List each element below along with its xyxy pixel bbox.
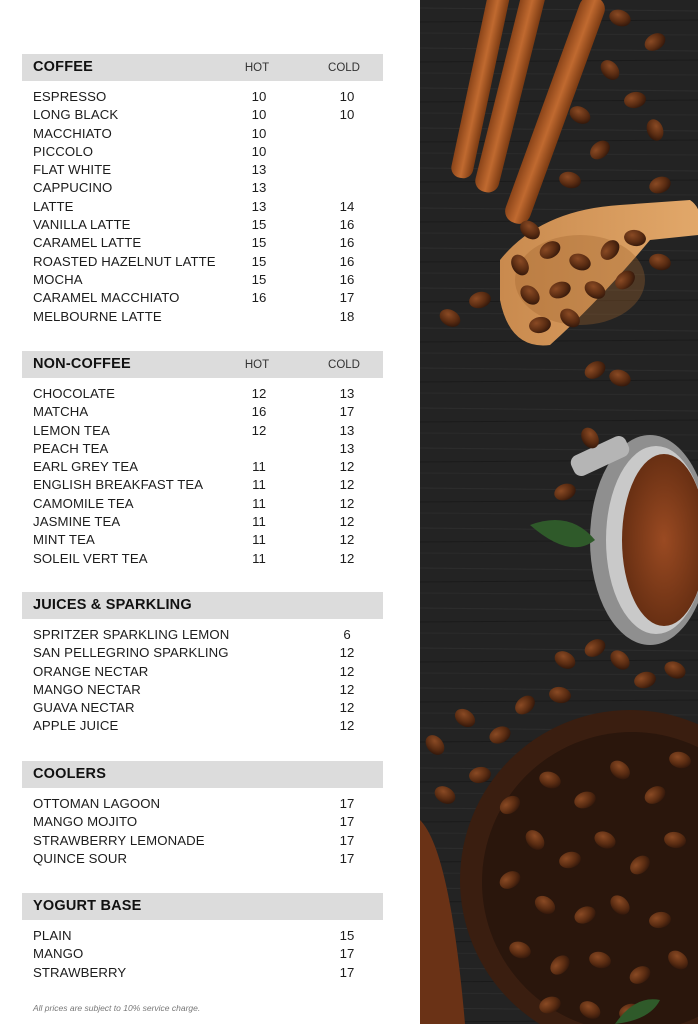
item-name: ORANGE NECTAR <box>33 663 149 679</box>
menu-item-row <box>22 234 383 252</box>
menu-item-row <box>22 422 383 440</box>
menu-item-row <box>22 681 383 699</box>
section-yogurt-base <box>22 893 383 982</box>
item-name: PLAIN <box>33 928 72 943</box>
item-name: CAMOMILE TEA <box>33 495 134 511</box>
item-name: CARAMEL LATTE <box>33 235 142 251</box>
item-name: FLAT WHITE <box>33 162 112 178</box>
coffee-photo-illustration <box>420 0 698 1024</box>
menu-item-row <box>22 143 383 161</box>
menu-item-row <box>22 964 383 982</box>
menu-item-row <box>22 403 383 421</box>
section-title: COFFEE <box>33 59 94 75</box>
item-name: QUINCE SOUR <box>33 850 128 866</box>
cold-price: 6 <box>343 627 351 642</box>
menu-item-row <box>22 198 383 216</box>
section-title: COOLERS <box>33 766 107 782</box>
item-name: ESPRESSO <box>33 89 107 104</box>
item-name: EARL GREY TEA <box>33 459 139 475</box>
menu-item-row <box>22 495 383 513</box>
cold-price: 12 <box>339 459 355 475</box>
hot-price: 11 <box>252 477 266 493</box>
menu-item-row <box>22 513 383 531</box>
item-name: PICCOLO <box>33 143 94 159</box>
cold-price: 12 <box>339 532 355 548</box>
cold-price: 16 <box>339 235 355 251</box>
menu-item-row <box>22 717 383 735</box>
section-title: NON-COFFEE <box>33 356 131 372</box>
cold-price: 17 <box>339 946 355 962</box>
menu-item-row <box>22 88 383 106</box>
hot-price: 11 <box>252 495 266 511</box>
section-title: JUICES & SPARKLING <box>33 597 192 613</box>
item-list <box>22 927 383 982</box>
menu-item-row <box>22 161 383 179</box>
cold-price: 12 <box>339 681 355 697</box>
cold-price: 18 <box>339 308 355 324</box>
hot-price: 11 <box>252 532 266 548</box>
hot-price: 10 <box>251 89 267 104</box>
item-name: MELBOURNE LATTE <box>33 308 162 324</box>
cold-price: 17 <box>339 404 355 420</box>
cold-price: 17 <box>339 290 355 306</box>
cold-price: 12 <box>339 550 355 566</box>
menu-item-row <box>22 945 383 963</box>
menu-item-row <box>22 795 383 813</box>
section-header <box>22 351 383 378</box>
hot-price: 12 <box>251 422 267 438</box>
item-name: LEMON TEA <box>33 422 110 438</box>
hot-price: 10 <box>251 107 267 123</box>
item-name: SOLEIL VERT TEA <box>33 550 148 566</box>
cold-price: 10 <box>339 89 355 104</box>
cold-price: 17 <box>339 964 355 980</box>
item-list <box>22 88 383 326</box>
hot-price: 15 <box>251 253 267 269</box>
hot-price: 16 <box>251 290 267 306</box>
cold-price: 12 <box>339 495 355 511</box>
menu-item-row <box>22 271 383 289</box>
item-name: APPLE JUICE <box>33 718 119 734</box>
cold-price: 13 <box>339 386 355 401</box>
menu-item-row <box>22 832 383 850</box>
section-title: YOGURT BASE <box>33 898 142 914</box>
hot-price: 15 <box>251 271 267 287</box>
menu-item-row <box>22 385 383 403</box>
menu-item-row <box>22 626 383 644</box>
item-name: STRAWBERRY <box>33 964 127 980</box>
item-name: ROASTED HAZELNUT LATTE <box>33 253 216 269</box>
hot-price: 11 <box>252 514 266 530</box>
item-name: CHOCOLATE <box>33 386 115 401</box>
item-name: STRAWBERRY LEMONADE <box>33 832 205 848</box>
item-name: SAN PELLEGRINO SPARKLING <box>33 645 229 661</box>
service-charge-note: All prices are subject to 10% service charge. <box>33 1003 201 1013</box>
cold-column-header: COLD <box>328 62 360 74</box>
cold-price: 10 <box>339 107 355 123</box>
hot-price: 15 <box>251 217 267 233</box>
menu-item-row <box>22 663 383 681</box>
item-list <box>22 626 383 736</box>
menu-item-row <box>22 289 383 307</box>
menu-item-row <box>22 253 383 271</box>
section-header <box>22 893 383 920</box>
item-name: GUAVA NECTAR <box>33 700 135 716</box>
item-list <box>22 795 383 868</box>
hot-price: 15 <box>251 235 267 251</box>
coffee-beans-and-cinnamon-image <box>420 0 698 1024</box>
item-name: LONG BLACK <box>33 107 119 123</box>
item-name: ENGLISH BREAKFAST TEA <box>33 477 204 493</box>
item-name: MANGO NECTAR <box>33 681 141 697</box>
item-list <box>22 385 383 568</box>
hot-price: 11 <box>252 459 266 475</box>
menu-item-row <box>22 440 383 458</box>
cold-price: 14 <box>339 198 355 214</box>
menu-item-row <box>22 644 383 662</box>
menu-item-row <box>22 927 383 945</box>
menu-item-row <box>22 308 383 326</box>
cold-price: 17 <box>339 814 355 830</box>
section-header <box>22 761 383 788</box>
hot-price: 10 <box>251 143 267 159</box>
cold-price: 16 <box>339 253 355 269</box>
section-header <box>22 54 383 81</box>
hot-price: 10 <box>251 125 267 141</box>
cold-price: 16 <box>339 271 355 287</box>
menu-item-row <box>22 813 383 831</box>
item-name: SPRITZER SPARKLING LEMON <box>33 627 230 642</box>
cold-price: 13 <box>339 422 355 438</box>
cold-price: 12 <box>339 663 355 679</box>
cold-price: 13 <box>339 440 355 456</box>
section-coolers <box>22 761 383 868</box>
menu-item-row <box>22 850 383 868</box>
cold-price: 16 <box>339 217 355 233</box>
cold-price: 17 <box>339 850 355 866</box>
hot-column-header: HOT <box>244 62 270 74</box>
item-name: MOCHA <box>33 271 83 287</box>
item-name: MANGO <box>33 946 84 962</box>
item-name: MANGO MOJITO <box>33 814 138 830</box>
cold-price: 15 <box>339 928 355 943</box>
section-non-coffee <box>22 351 383 568</box>
hot-price: 13 <box>251 198 267 214</box>
hot-price: 11 <box>252 550 266 566</box>
item-name: MACCHIATO <box>33 125 112 141</box>
item-name: VANILLA LATTE <box>33 217 131 233</box>
item-name: JASMINE TEA <box>33 514 121 530</box>
menu-item-row <box>22 476 383 494</box>
hot-price: 13 <box>251 180 267 196</box>
item-name: OTTOMAN LAGOON <box>33 796 161 811</box>
menu-item-row <box>22 125 383 143</box>
hot-column-header: HOT <box>244 359 270 371</box>
item-name: LATTE <box>33 198 74 214</box>
hot-price: 13 <box>251 162 267 178</box>
cold-price: 17 <box>339 832 355 848</box>
cold-price: 12 <box>339 700 355 716</box>
cold-price: 17 <box>339 796 355 811</box>
cold-price: 12 <box>339 514 355 530</box>
menu-item-row <box>22 699 383 717</box>
hot-price: 16 <box>251 404 267 420</box>
menu-item-row <box>22 216 383 234</box>
item-name: CARAMEL MACCHIATO <box>33 290 180 306</box>
cold-price: 12 <box>339 645 355 661</box>
section-coffee <box>22 54 383 326</box>
hot-price: 12 <box>251 386 267 401</box>
menu-item-row <box>22 531 383 549</box>
menu-item-row <box>22 179 383 197</box>
menu-item-row <box>22 458 383 476</box>
menu-item-row <box>22 106 383 124</box>
item-name: CAPPUCINO <box>33 180 113 196</box>
item-name: MINT TEA <box>33 532 95 548</box>
cold-price: 12 <box>339 718 355 734</box>
cold-price: 12 <box>339 477 355 493</box>
item-name: PEACH TEA <box>33 440 109 456</box>
section-juices-sparkling <box>22 592 383 736</box>
cold-column-header: COLD <box>328 359 360 371</box>
menu-item-row <box>22 550 383 568</box>
item-name: MATCHA <box>33 404 89 420</box>
section-header <box>22 592 383 619</box>
